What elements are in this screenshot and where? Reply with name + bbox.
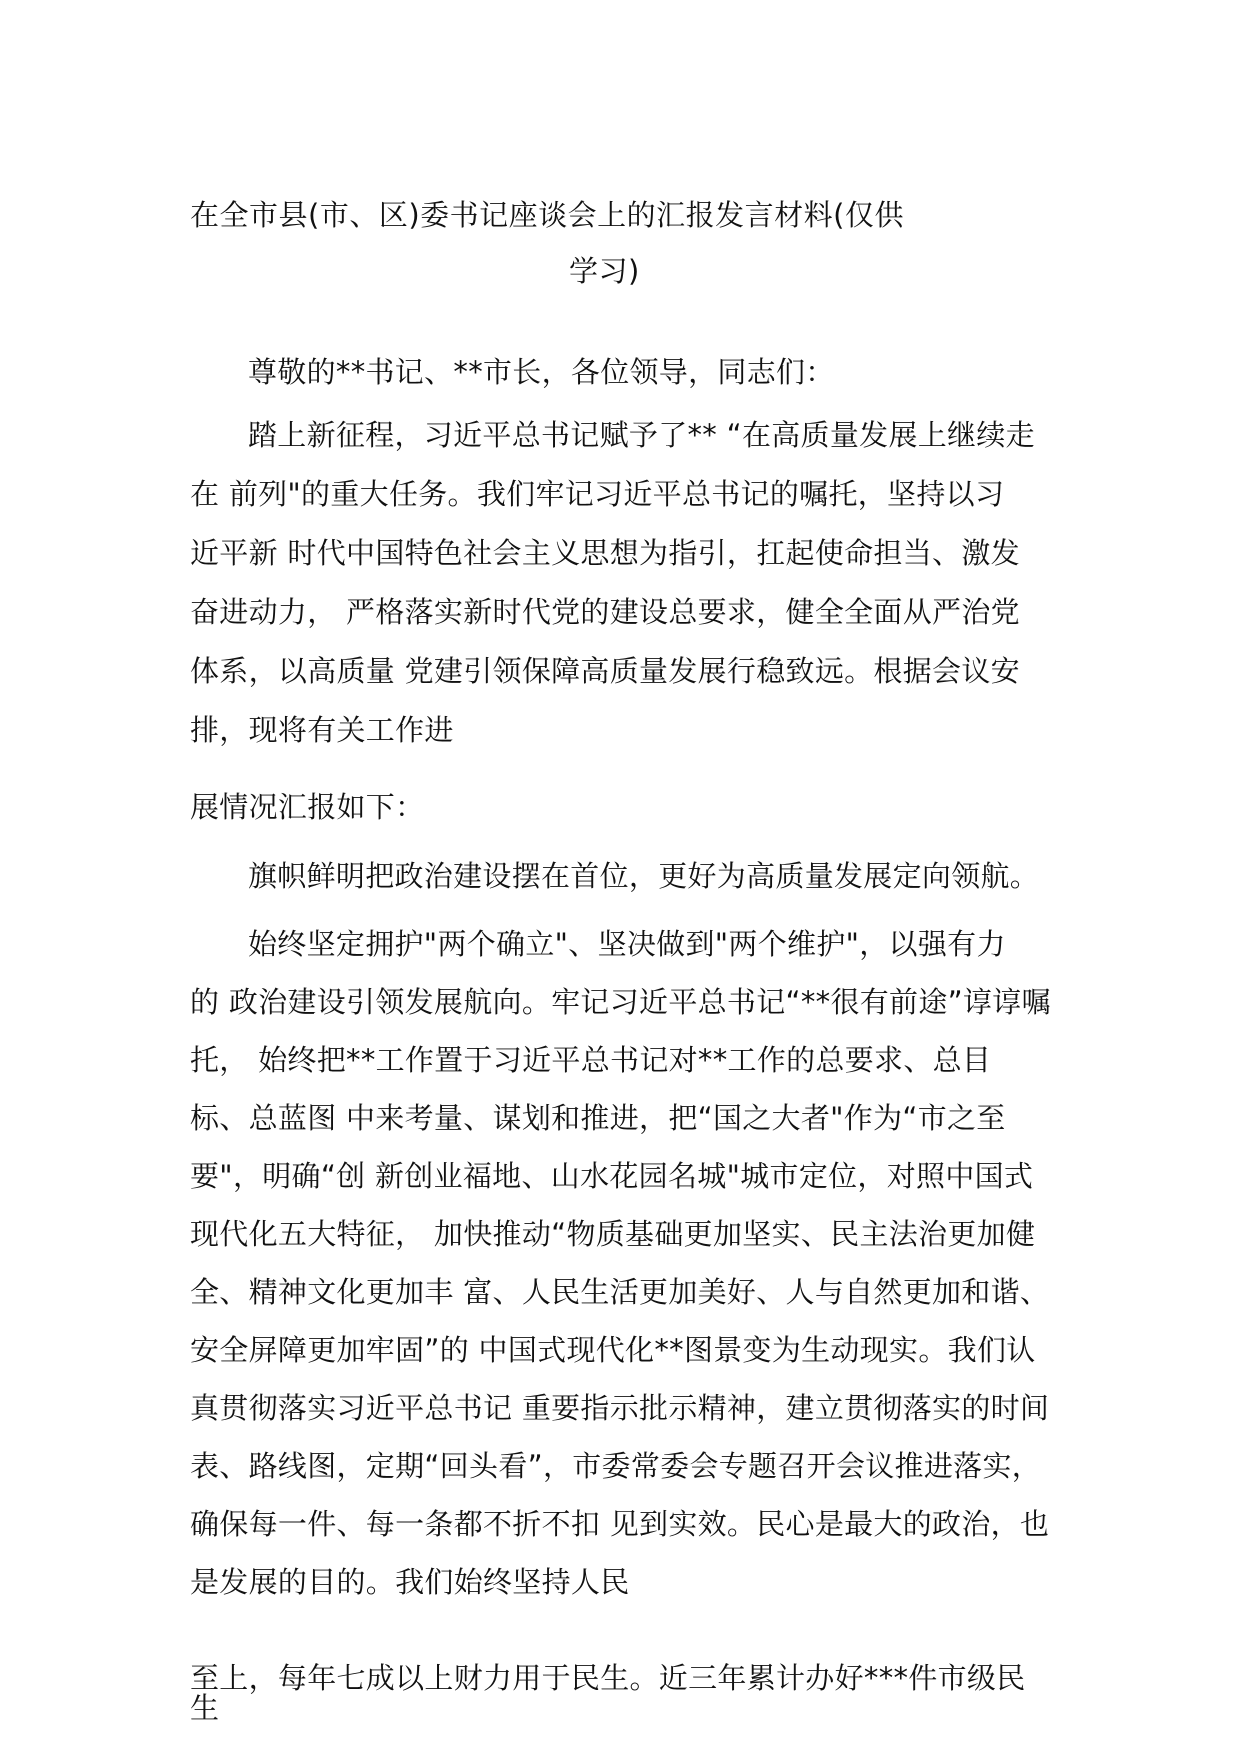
section-heading-text: 旗帜鲜明把政治建设摆在首位，更好为高质量发展定向领航。 <box>248 859 1040 893</box>
paragraph-line: 至上，每年七成以上财力用于民生。近三年累计办好***件市级民 <box>190 1661 1026 1695</box>
paragraph-line: 真贯彻落实习近平总书记 重要指示批示精神，建立贯彻落实的时间 <box>190 1391 1050 1425</box>
paragraph-line: 安全屏障更加牢固”的 中国式现代化**图景变为生动现实。我们认 <box>190 1333 1036 1367</box>
paragraph-line: 近平新 时代中国特色社会主义思想为指引，扛起使命担当、激发 <box>190 536 1020 570</box>
paragraph-line: 体系，以高质量 党建引领保障高质量发展行稳致远。根据会议安 <box>190 654 1020 688</box>
paragraph-line: 是发展的目的。我们始终坚持人民 <box>190 1565 630 1599</box>
salutation-text: 尊敬的**书记、**市长，各位领导，同志们： <box>248 355 835 389</box>
paragraph-line: 要"，明确“创 新创业福地、山水花园名城"城市定位，对照中国式 <box>190 1159 1034 1193</box>
paragraph-line: 标、总蓝图 中来考量、谋划和推进，把“国之大者"作为“市之至 <box>190 1101 1006 1135</box>
paragraph-line: 表、路线图，定期“回头看”，市委常委会专题召开会议推进落实， <box>190 1449 1042 1483</box>
paragraph-line: 确保每一件、每一条都不折不扣 见到实效。民心是最大的政治，也 <box>190 1507 1050 1541</box>
paragraph-line: 排，现将有关工作进 <box>190 713 454 747</box>
paragraph-line: 在 前列"的重大任务。我们牢记习近平总书记的嘱托，坚持以习 <box>190 477 1005 511</box>
paragraph-line: 踏上新征程，习近平总书记赋予了** “在高质量发展上继续走 <box>248 418 1035 452</box>
document-title-line-2: 学习) <box>569 254 640 288</box>
paragraph-line: 生 <box>190 1691 220 1725</box>
document-title-line-1: 在全市县(市、区)委书记座谈会上的汇报发言材料(仅供 <box>190 198 904 232</box>
paragraph-line: 现代化五大特征， 加快推动“物质基础更加坚实、民主法治更加健 <box>190 1217 1036 1251</box>
paragraph-line: 托， 始终把**工作置于习近平总书记对**工作的总要求、总目 <box>190 1043 992 1077</box>
paragraph-line: 始终坚定拥护"两个确立"、坚决做到"两个维护"，以强有力 <box>248 927 1006 961</box>
paragraph-line: 的 政治建设引领发展航向。牢记习近平总书记“**很有前途”谆谆嘱 <box>190 985 1051 1019</box>
paragraph-line: 展情况汇报如下： <box>190 790 425 824</box>
paragraph-line: 全、精神文化更加丰 富、人民生活更加美好、人与自然更加和谐、 <box>190 1275 1050 1309</box>
paragraph-line: 奋进动力， 严格落实新时代党的建设总要求，健全全面从严治党 <box>190 595 1020 629</box>
